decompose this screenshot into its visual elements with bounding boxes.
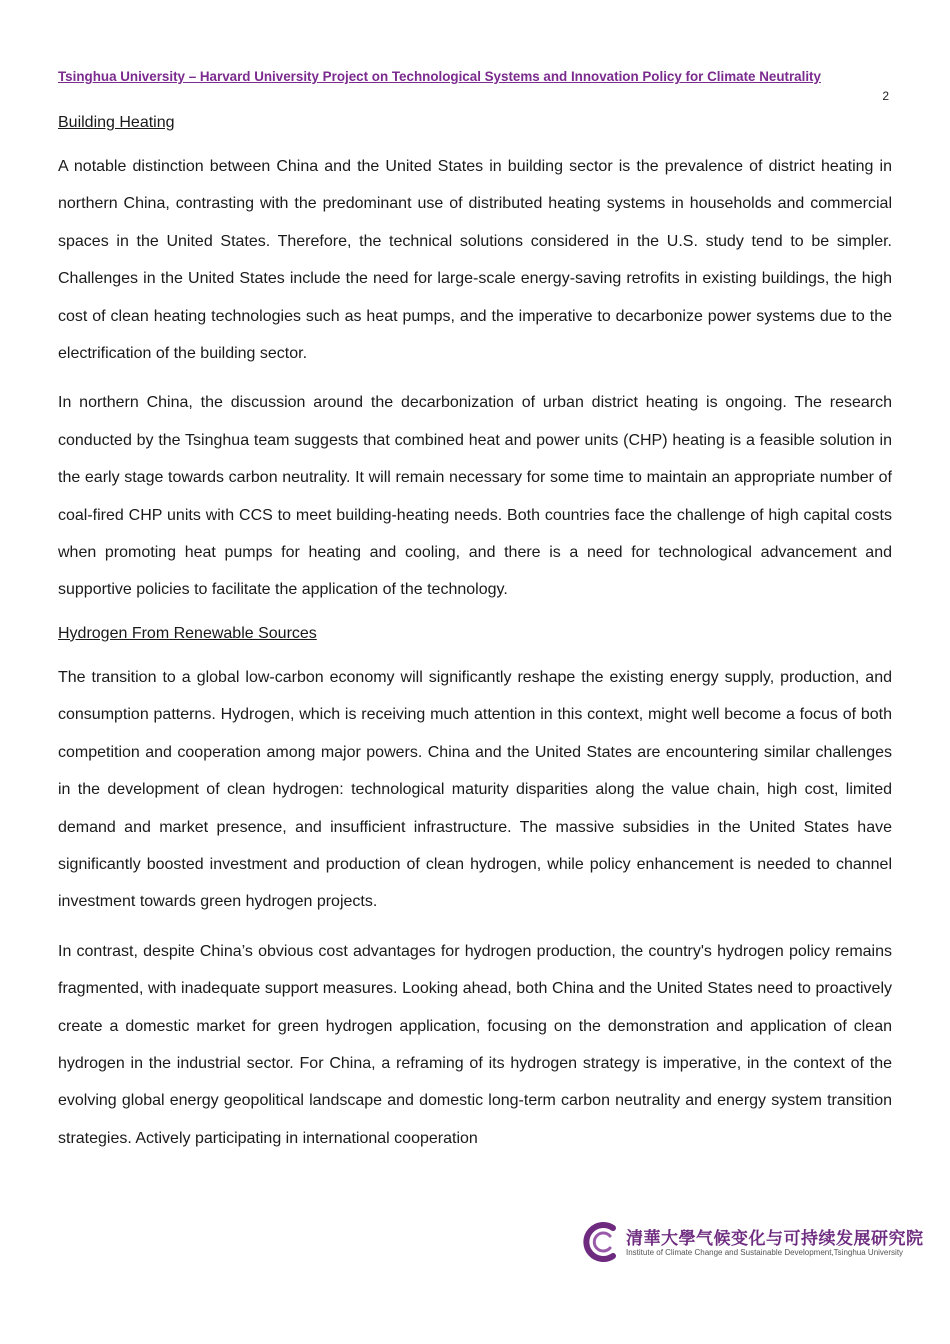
section-building-heating bbox=[58, 110, 892, 609]
page-number: 2 bbox=[882, 89, 889, 103]
document-body bbox=[58, 110, 892, 1169]
project-title-link[interactable]: Tsinghua University – Harvard University Project on Technological Systems and Innovation Policy for Climate Neutrality bbox=[58, 69, 821, 84]
paragraph: The transition to a global low-carbon economy will significantly reshape the existing energy supply, production, and consumption patterns. Hydrogen, which is receiving much attention in this context, might well become a focus of both competition and cooperation among major powers. China and the United States are encountering similar challenges in the development of clean hydrogen: technological maturity disparities along the value chain, high cost, limited demand and market presence, and insufficient infrastructure. The massive subsidies in the United States have significantly boosted investment and production of clean hydrogen, while policy enhancement is needed to channel investment towards green hydrogen projects. bbox=[58, 668, 892, 911]
institute-logo bbox=[580, 1220, 924, 1264]
section-heading: Hydrogen From Renewable Sources bbox=[58, 624, 317, 642]
paragraph: A notable distinction between China and the United States in building sector is the prevalence of district heating in northern China, contrasting with the predominant use of distributed heating systems in households and commercial spaces in the United States. Therefore, the technical solutions considered in the U.S. study tend to be simpler. Challenges in the United States include the need for large-scale energy-saving retrofits in existing buildings, the high cost of clean heating technologies such as heat pumps, and the imperative to decarbonize power systems due to the electrification of the building sector. bbox=[58, 158, 892, 363]
tsinghua-c-logo-icon bbox=[580, 1220, 620, 1264]
section-hydrogen bbox=[58, 621, 892, 1157]
paragraph: In northern China, the discussion around the decarbonization of urban district heating is ongoing. The research conducted by the Tsinghua team suggests that combined heat and power units (CHP) heating is a feasible solution in the early stage towards carbon neutrality. It will remain necessary for some time to maintain an appropriate number of coal-fired CHP units with CCS to meet building-heating needs. Both countries face the challenge of high capital costs when promoting heat pumps for heating and cooling, and there is a need for technological advancement and supportive policies to facilitate the application of the technology. bbox=[58, 394, 892, 599]
institute-name-chinese: 清華大學气候变化与可持续发展研究院 bbox=[626, 1229, 924, 1249]
section-heading: Building Heating bbox=[58, 114, 175, 131]
institute-name-english: Institute of Climate Change and Sustainable Development,Tsinghua University bbox=[626, 1248, 904, 1257]
paragraph: In contrast, despite China’s obvious cost advantages for hydrogen production, the country's hydrogen policy remains fragmented, with inadequate support measures. Looking ahead, both China and the United States need to proactively create a domestic market for green hydrogen application, focusing on the demonstration and application of clean hydrogen in the industrial sector. For China, a reframing of its hydrogen strategy is imperative, in the context of the evolving global energy geopolitical landscape and domestic long-term carbon neutrality and energy system transition strategies. Actively participating in international cooperation bbox=[58, 942, 892, 1147]
